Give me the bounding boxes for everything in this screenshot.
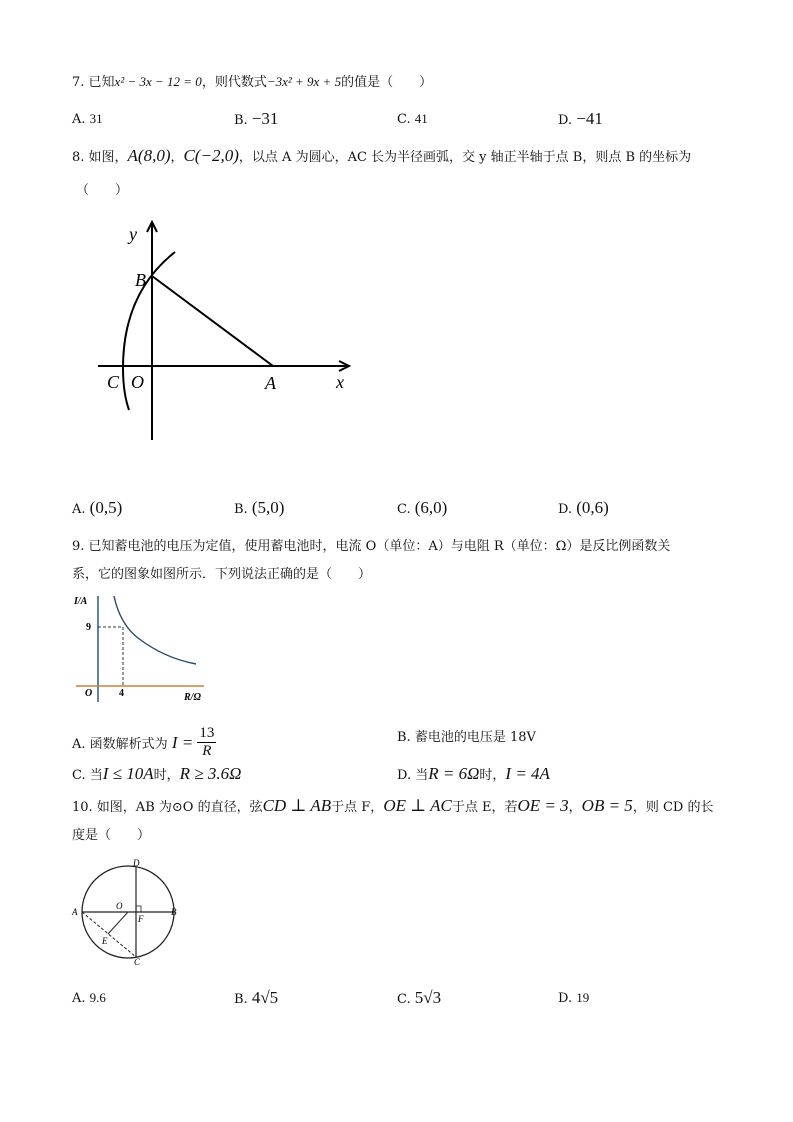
q10-math-3: OE = 3 [517,796,569,815]
option-label: B. [234,992,252,1007]
option-value: 9.6 [89,990,106,1005]
option-label: D. [558,113,577,128]
q10-figure [70,857,182,967]
q10-math-1: CD ⊥ AB [262,796,332,815]
q7-option-c[interactable] [397,109,428,130]
option-text: 时， [153,768,180,783]
label-origin: O [85,688,93,699]
option-label: C. [397,502,415,517]
label-b: B [135,270,146,290]
q8-point-a: A(8,0) [127,146,171,165]
q10-stem-f: 度是（ ） [72,828,151,843]
label-o: O [131,372,144,392]
option-label: B. [234,113,252,128]
q7-expression: −3x² + 9x + 5 [266,74,342,89]
option-math: I = [171,733,194,752]
option-value: (5,0) [251,498,285,517]
q9-option-a[interactable] [72,727,216,762]
label-f: F [138,914,144,924]
q8-figure [95,218,365,450]
label-c: C [134,957,141,967]
segment-ba [152,276,273,366]
option-text: 函数解析式为 [89,737,168,752]
option-text: 蓄电池的电压是 18V [414,730,536,745]
option-text: 时， [479,768,506,783]
fraction-numerator: 13 [199,725,215,741]
label-ylabel: I/A [74,596,88,607]
q10-stem-d: ， [568,800,582,815]
q8-stem-a: 8. 如图， [72,150,128,165]
q10-stem [72,796,713,818]
q7-equation: x² − 3x − 12 = 0 [114,74,202,89]
option-label: D. [558,502,577,517]
right-angle-f [136,906,141,912]
q9-stem-a: 9. 已知蓄电池的电压为定值，使用蓄电池时，电流 O（单位：A）与电阻 R（单位：Ω）是反比例函数关 [72,539,671,554]
option-value: (0,5) [89,498,123,517]
q7-option-d[interactable] [558,109,603,131]
option-label: A. [72,112,90,127]
option-label: A. [72,737,90,752]
option-value: −31 [251,109,279,128]
q9-option-c[interactable] [72,764,241,786]
option-value: 41 [414,111,428,126]
q7-option-a[interactable] [72,109,103,130]
label-d: D [133,858,140,868]
label-c: C [107,372,120,392]
label-b: B [171,907,177,917]
q7-option-b[interactable] [234,109,278,131]
option-text: 当 [89,768,103,783]
q8-separator: ， [170,150,184,165]
q10-stem-c: 于点 E，若 [451,800,518,815]
option-label: C. [397,992,415,1007]
option-value: (0,6) [576,498,609,517]
option-value: 5√3 [414,988,442,1007]
q8-option-d[interactable] [558,498,609,520]
option-value: −41 [576,109,603,128]
chord-ac [82,912,136,957]
q9-option-b[interactable] [397,728,536,748]
option-value: (6,0) [414,498,448,517]
q10-option-a[interactable] [72,988,106,1009]
option-label: B. [234,502,252,517]
label-a: A [265,373,276,393]
label-y: y [129,224,137,244]
q8-stem [72,146,691,168]
label-a: A [72,907,78,917]
option-value: 19 [576,990,590,1005]
q8-stem-b: ，以点 A 为圆心，AC 长为半径画弧，交 y 轴正半轴于点 B，则点 B 的坐标为 [238,150,692,165]
segment-oe [108,912,128,934]
q8-point-c: C(−2,0) [183,146,239,165]
option-math: R ≥ 3.6Ω [179,764,242,783]
label-nine: 9 [86,622,91,633]
label-xlabel: R/Ω [184,692,201,703]
q10-stem-a: 10. 如图，AB 为⊙O 的直径，弦 [72,800,263,815]
option-label: B. [397,730,415,745]
label-four: 4 [119,688,124,699]
option-label: A. [72,502,90,517]
q10-option-b[interactable] [234,988,278,1010]
option-value: 4√5 [251,988,279,1007]
q10-math-4: OB = 5 [581,796,633,815]
q7-stem-c: 的值是（ ） [341,75,433,90]
option-label: C. [72,768,90,783]
option-value: 31 [89,111,103,126]
label-e: E [102,936,108,946]
q8-option-a[interactable] [72,498,122,520]
option-math: I = 4A [505,764,550,783]
fraction [197,725,216,760]
q9-stem-b: 系，它的图象如图所示．下列说法正确的是（ ） [72,567,372,582]
q10-math-2: OE ⊥ AC [383,796,452,815]
q10-option-c[interactable] [397,988,441,1010]
fraction-denominator: R [202,743,212,759]
option-label: D. [397,768,416,783]
option-text: 当 [415,768,429,783]
label-o: O [116,901,123,911]
q9-figure [74,592,214,704]
q10-option-d[interactable] [558,988,589,1009]
option-math: R = 6Ω [428,764,480,783]
label-x: x [336,372,344,392]
q7-stem-a: 7. 已知 [72,75,115,90]
option-label: D. [558,991,577,1006]
q9-option-d[interactable] [397,764,550,786]
q8-option-b[interactable] [234,498,284,520]
option-label: C. [397,112,415,127]
q8-stem-c: （ ） [76,183,129,198]
q8-option-c[interactable] [397,498,447,520]
option-math: I ≤ 10A [102,764,154,783]
option-label: A. [72,991,90,1006]
q10-stem-b: 于点 F， [331,800,384,815]
q7-stem-b: ，则代数式 [201,75,267,90]
q10-stem-e: ，则 CD 的长 [632,800,714,815]
q7-stem [72,72,432,93]
inverse-curve [114,596,196,664]
